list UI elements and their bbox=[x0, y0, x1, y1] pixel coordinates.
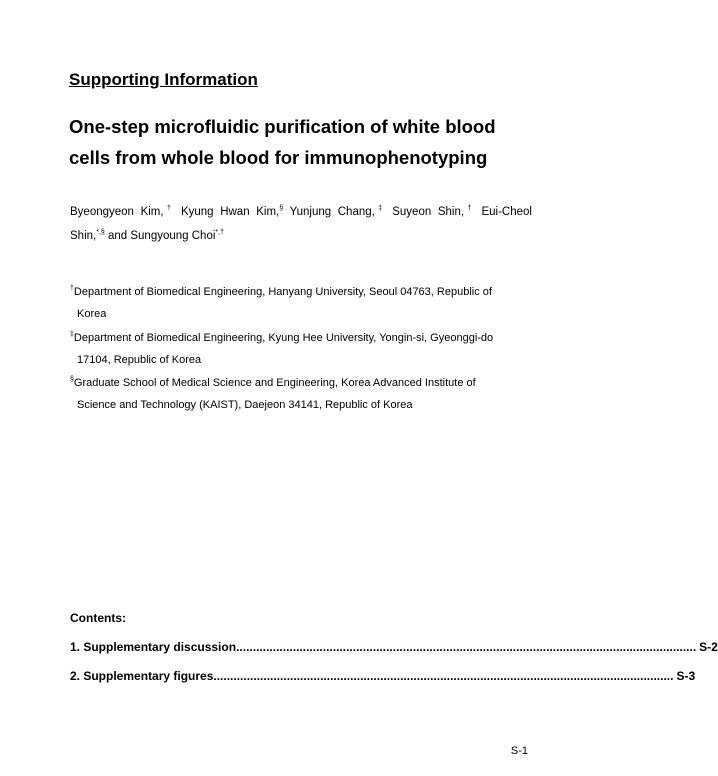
author-affil-mark: § bbox=[279, 205, 284, 212]
affiliation-continuation: Science and Technology (KAIST), Daejeon 34141, Republic of Korea bbox=[77, 399, 413, 411]
author-name: Eui-Cheol bbox=[481, 206, 532, 218]
toc-entry-label: 1. Supplementary discussion bbox=[70, 640, 237, 654]
author-affil-mark: *,§ bbox=[96, 229, 105, 236]
toc-page-number: S-3 bbox=[676, 669, 696, 683]
author-line-1 bbox=[70, 200, 532, 224]
author-name: and Sungyoung Choi bbox=[104, 230, 216, 242]
author-list bbox=[70, 200, 532, 248]
author-name: Kyung Hwan Kim, bbox=[180, 206, 280, 218]
paper-title bbox=[69, 111, 539, 173]
author-affil-mark: † bbox=[163, 205, 175, 212]
section-heading: Supporting Information bbox=[69, 70, 258, 89]
author-name: Yunjung Chang, bbox=[289, 206, 375, 218]
affiliation-3 bbox=[70, 372, 540, 416]
toc-page-number: S-2 bbox=[699, 640, 718, 654]
title-line-2: cells from whole blood for immunophenotyping bbox=[69, 147, 488, 168]
toc-leader-dots: .......................................................................................................................................... bbox=[236, 640, 697, 654]
author-name: Shin, bbox=[70, 230, 97, 242]
affiliation-text: Department of Biomedical Engineering, Kyung Hee University, Yongin-si, Gyeonggi-do bbox=[73, 332, 494, 344]
affiliation-continuation: Korea bbox=[77, 308, 107, 320]
affiliation-mark: † bbox=[70, 285, 74, 292]
author-name: Suyeon Shin, bbox=[392, 206, 465, 218]
affiliation-2 bbox=[70, 327, 540, 371]
toc-entry-discussion[interactable] bbox=[70, 640, 718, 654]
affiliation-text: Department of Biomedical Engineering, Hanyang University, Seoul 04763, Republic of bbox=[73, 286, 492, 298]
affiliation-1 bbox=[70, 281, 540, 325]
affiliation-continuation: 17104, Republic of Korea bbox=[77, 354, 202, 366]
toc-entry-figures[interactable] bbox=[70, 669, 696, 683]
author-line-2 bbox=[70, 224, 532, 248]
page-number: S-1 bbox=[510, 745, 528, 757]
toc-entry-label: 2. Supplementary figures bbox=[70, 669, 214, 683]
author-affil-mark: † bbox=[464, 205, 475, 212]
affiliation-text: Graduate School of Medical Science and Engineering, Korea Advanced Institute of bbox=[73, 377, 476, 389]
author-affil-mark: ‡ bbox=[374, 205, 386, 212]
author-name: Byeongyeon Kim, bbox=[70, 206, 164, 218]
title-line-1: One-step microfluidic purification of white blood bbox=[69, 116, 496, 137]
author-affil-mark: *,† bbox=[215, 229, 224, 236]
contents-heading: Contents: bbox=[70, 611, 126, 625]
toc-leader-dots: .......................................................................................................................................... bbox=[213, 669, 674, 683]
affiliation-mark: ‡ bbox=[70, 331, 74, 338]
affiliation-mark: § bbox=[70, 376, 74, 383]
